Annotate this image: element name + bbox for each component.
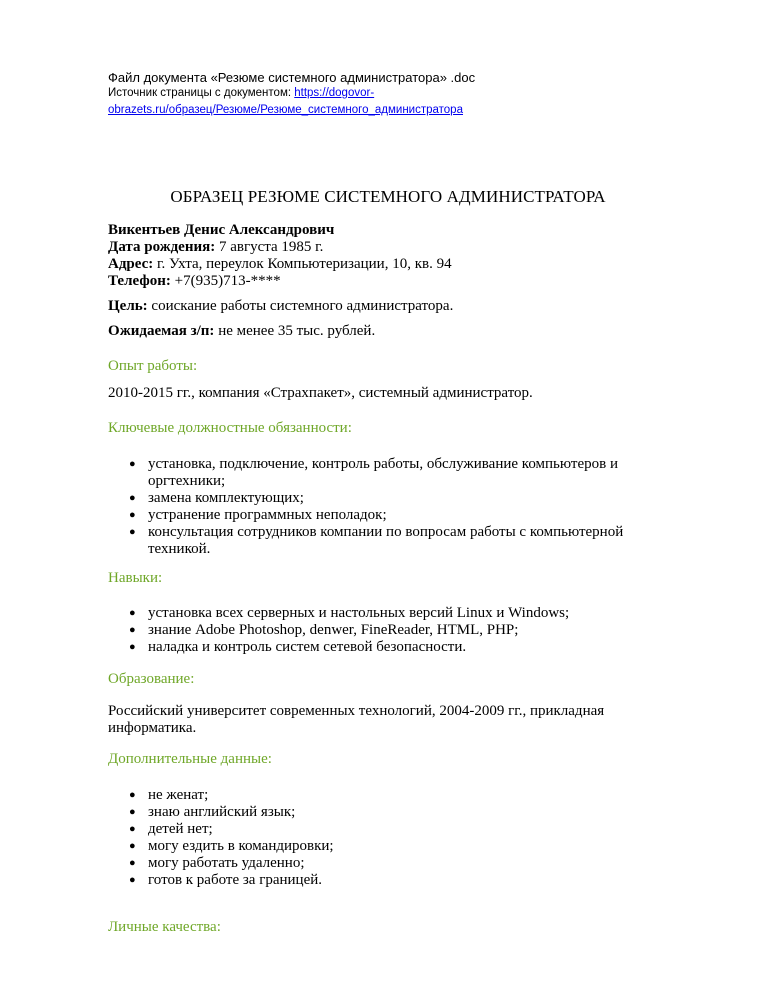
education-line1: Российский университет современных технологий, 2004-2009 гг., прикладная — [108, 703, 605, 719]
list-item — [108, 855, 668, 872]
page-title: ОБРАЗЕЦ РЕЗЮМЕ СИСТЕМНОГО АДМИНИСТРАТОРА — [170, 187, 606, 206]
address-label: Адрес: — [108, 256, 154, 272]
list-item-text-cont: техникой. — [148, 541, 211, 557]
bullet-icon: ● — [129, 806, 136, 818]
source-page-line — [108, 86, 374, 100]
person-name: Викентьев Денис Александрович — [108, 222, 335, 238]
skills-list — [108, 605, 668, 656]
phone-value: +7(935)713-**** — [170, 273, 281, 289]
list-item-text: установка, подключение, контроль работы, обслуживание компьютеров и — [148, 456, 618, 472]
list-item-text: знание Adobe Photoshop, denwer, FineReader, HTML, PHP; — [148, 622, 519, 638]
skills-heading: Навыки: — [108, 570, 163, 586]
phone-label: Телефон: — [108, 273, 171, 289]
address-line — [108, 256, 452, 273]
birth-label: Дата рождения: — [108, 239, 216, 255]
list-item-text-cont: оргтехники; — [148, 473, 226, 489]
list-item — [108, 622, 668, 639]
birth-value: 7 августа 1985 г. — [215, 239, 324, 255]
list-item — [108, 605, 668, 622]
bullet-icon: ● — [129, 874, 136, 886]
bullet-icon: ● — [129, 840, 136, 852]
list-item — [108, 787, 668, 804]
list-item-text: устранение программных неполадок; — [148, 507, 387, 523]
duties-heading: Ключевые должностные обязанности: — [108, 420, 352, 436]
list-item-text: знаю английский язык; — [148, 804, 296, 820]
list-item — [108, 524, 668, 558]
list-item-text: консультация сотрудников компании по вопросам работы с компьютерной — [148, 524, 624, 540]
list-item-text: могу ездить в командировки; — [148, 838, 334, 854]
bullet-icon: ● — [129, 509, 136, 521]
bullet-icon: ● — [129, 526, 136, 538]
list-item — [108, 456, 668, 490]
salary-line — [108, 323, 375, 340]
list-item — [108, 804, 668, 821]
list-item — [108, 872, 668, 889]
additional-list — [108, 787, 668, 889]
list-item — [108, 821, 668, 838]
list-item-text: могу работать удаленно; — [148, 855, 305, 871]
experience-heading: Опыт работы: — [108, 358, 198, 374]
bullet-icon: ● — [129, 624, 136, 636]
bullet-icon: ● — [129, 492, 136, 504]
bullet-icon: ● — [129, 458, 136, 470]
list-item-text: не женат; — [148, 787, 209, 803]
list-item — [108, 639, 668, 656]
goal-value: соискание работы системного администратора. — [147, 298, 454, 314]
source-prefix: Источник страницы с документом: — [108, 87, 295, 99]
experience-text: 2010-2015 гг., компания «Страхпакет», системный администратор. — [108, 385, 533, 401]
bullet-icon: ● — [129, 607, 136, 619]
list-item — [108, 838, 668, 855]
goal-line — [108, 298, 453, 315]
birth-date-line — [108, 239, 323, 256]
list-item-text: детей нет; — [148, 821, 213, 837]
list-item — [108, 490, 668, 507]
bullet-icon: ● — [129, 823, 136, 835]
salary-label: Ожидаемая з/п: — [108, 323, 215, 339]
list-item-text: замена комплектующих; — [148, 490, 304, 506]
bullet-icon: ● — [129, 857, 136, 869]
salary-value: не менее 35 тыс. рублей. — [214, 323, 376, 339]
list-item — [108, 507, 668, 524]
list-item-text: готов к работе за границей. — [148, 872, 323, 888]
bullet-icon: ● — [129, 641, 136, 653]
list-item-text: наладка и контроль систем сетевой безопасности. — [148, 639, 467, 655]
source-link-part2[interactable]: obrazets.ru/образец/Резюме/Резюме_системного_администратора — [108, 104, 463, 116]
source-file-line: Файл документа «Резюме системного администратора» .doc — [108, 70, 476, 85]
list-item-text: установка всех серверных и настольных версий Linux и Windows; — [148, 605, 570, 621]
bullet-icon: ● — [129, 789, 136, 801]
duties-list — [108, 456, 668, 558]
goal-label: Цель: — [108, 298, 148, 314]
additional-heading: Дополнительные данные: — [108, 751, 272, 767]
phone-line — [108, 273, 281, 290]
education-text — [108, 703, 668, 737]
personal-heading: Личные качества: — [108, 919, 221, 935]
education-heading: Образование: — [108, 671, 195, 687]
source-link-line2 — [108, 100, 463, 118]
source-link-part1[interactable]: https://dogovor- — [294, 87, 375, 99]
education-line2: информатика. — [108, 720, 197, 736]
address-value: г. Ухта, переулок Компьютеризации, 10, кв. 94 — [153, 256, 452, 272]
